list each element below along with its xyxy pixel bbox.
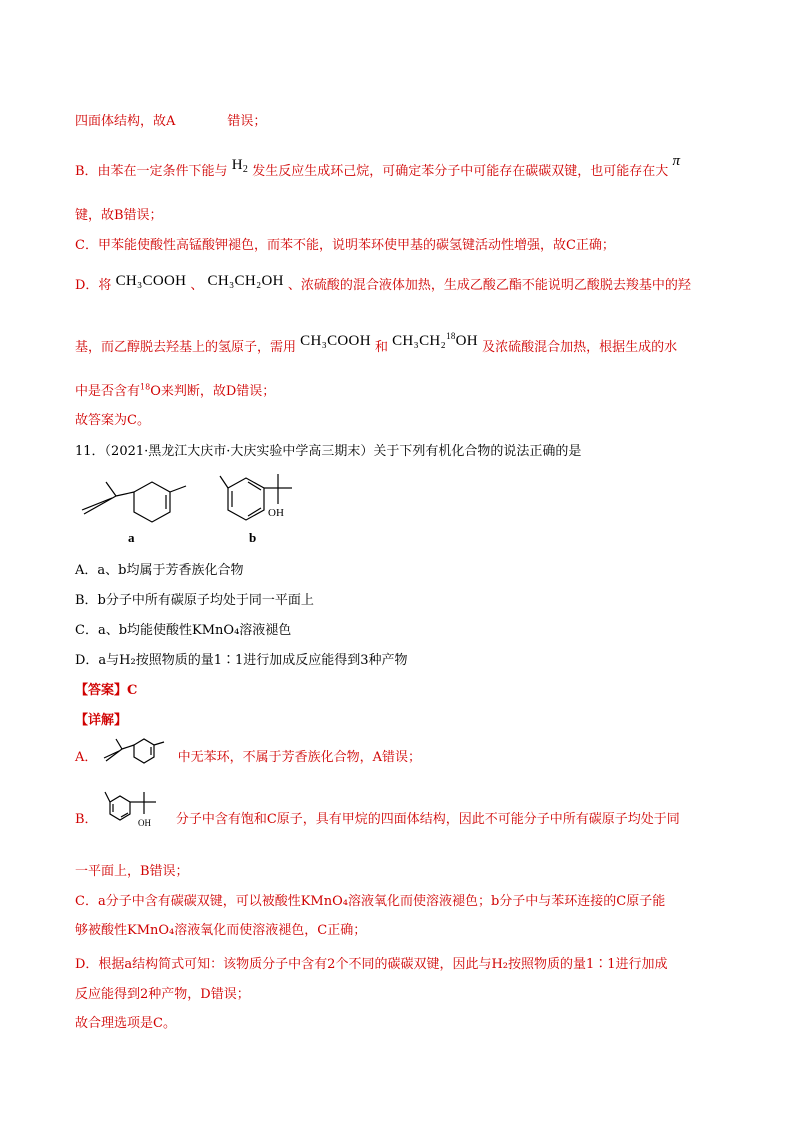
text-l7b: O来判断，故D错误； [150,384,276,399]
a-methyl [170,486,186,492]
text-l2a: B．由苯在一定条件下能与 [75,164,228,179]
formula-ch3ch2-18oh [392,333,478,349]
explain-e: 故合理选项是C。 [75,1016,176,1031]
ia-methyl [154,742,164,745]
explain-a-text: 中无苯环，不属于芳香族化合物，A错误； [177,750,422,765]
question-11: 11．（2021·黑龙江大庆市·大庆实验中学高三期末）关于下列有机化合物的说法正确的是 [75,444,582,459]
h2-h: H [231,157,243,173]
explain-d-2: 反应能得到2种产物，D错误； [75,987,250,1002]
option-a: A．a、b均属于芳香族化合物 [75,563,244,578]
explain-b-prefix: B． [75,812,98,827]
inline-structure-b [100,786,170,832]
formula-sup: 18 [446,331,456,341]
formula-part-a: CH₃CH₂ [392,333,447,349]
formula-ch3cooh: CH₃COOH [115,273,187,289]
ia-c2 [116,739,122,749]
text-l6b: 及浓硫酸混合加热，根据生成的水 [482,340,678,355]
text-l5sep: 、 [190,278,204,293]
formula-ch3cooh-2: CH₃COOH [300,333,371,349]
text-line-5 [75,274,691,294]
option-c: C．a、b均能使酸性KMnO₄溶液褪色 [75,623,292,638]
explain-c-2: 够被酸性KMnO₄溶液氧化而使溶液褪色，C正确； [75,923,367,938]
text-l2b: 发生反应生成环己烷，可确定苯分子中可能存在碳碳双键，也可能存在大 [252,164,669,179]
a-ring [134,482,170,522]
text-l7: 中是否含有 [75,384,141,399]
text-l5a: D．将 [75,278,112,293]
ia-c1 [122,745,134,749]
detail-heading: 【详解】 [75,713,128,728]
ia-c3 [106,749,122,761]
h2-sub: 2 [242,164,249,175]
formula-part-b: OH [455,333,478,349]
explain-d-1: D．根据a结构简式可知：该物质分子中含有2个不同的碳碳双键，因此与H₂按照物质的量1∶1进行加成 [75,957,668,972]
b-ring [228,478,264,520]
answer: 【答案】C [75,683,138,698]
explain-a-prefix: A． [75,750,98,765]
explain-c-1: C．a分子中含有碳碳双键，可以被酸性KMnO₄溶液氧化而使溶液褪色；b分子中与苯环连接的C原子能 [75,894,666,909]
text-line-8: 故答案为C。 [75,413,150,428]
text-l1a: 四面体结构，故A [75,114,176,129]
formula-ch3ch2oh: CH₃CH₂OH [207,273,284,289]
text-line-4: C．甲苯能使酸性高锰酸钾褪色，而苯不能，说明苯环使甲基的碳氢键活动性增强，故C正确； [75,238,615,253]
text-line-2 [75,153,681,181]
text-l6a: 基，而乙醇脱去羟基上的氢原子，需用 [75,340,297,355]
b-methyl [220,476,228,488]
text-l5b: 、浓硫酸的混合液体加热，生成乙酸乙酯不能说明乙酸脱去羧基中的羟 [287,278,691,293]
text-line-6 [75,331,678,356]
text-l6and: 和 [374,340,388,355]
explain-b-2: 一平面上，B错误； [75,864,189,879]
ib-oh: OH [138,818,151,828]
pi-symbol: π [672,153,681,169]
label-a: a [128,530,135,545]
b-oh: OH [268,507,284,519]
text-line-7 [75,380,275,399]
text-l7-sup: 18 [140,382,151,392]
structure-a [82,482,186,522]
ib-methyl [105,792,110,802]
inline-structure-a [98,733,173,771]
a-c1 [116,492,134,496]
text-line-3: 键，故B错误； [75,208,163,223]
text-l1b: 错误； [227,114,267,129]
option-d: D．a与H₂按照物质的量1∶1进行加成反应能得到3种产物 [75,653,408,668]
a-c3-double [82,498,112,510]
label-b: b [249,530,257,545]
option-b: B．b分子中所有碳原子均处于同一平面上 [75,593,314,608]
text-line-1 [75,110,266,129]
structures-diagram [60,470,310,545]
structure-b [220,474,292,520]
explain-b-text: 分子中含有饱和C原子，具有甲烷的四面体结构，因此不可能分子中所有碳原子均处于同 [175,812,680,827]
h2-formula [232,157,248,173]
a-c2 [106,482,116,496]
